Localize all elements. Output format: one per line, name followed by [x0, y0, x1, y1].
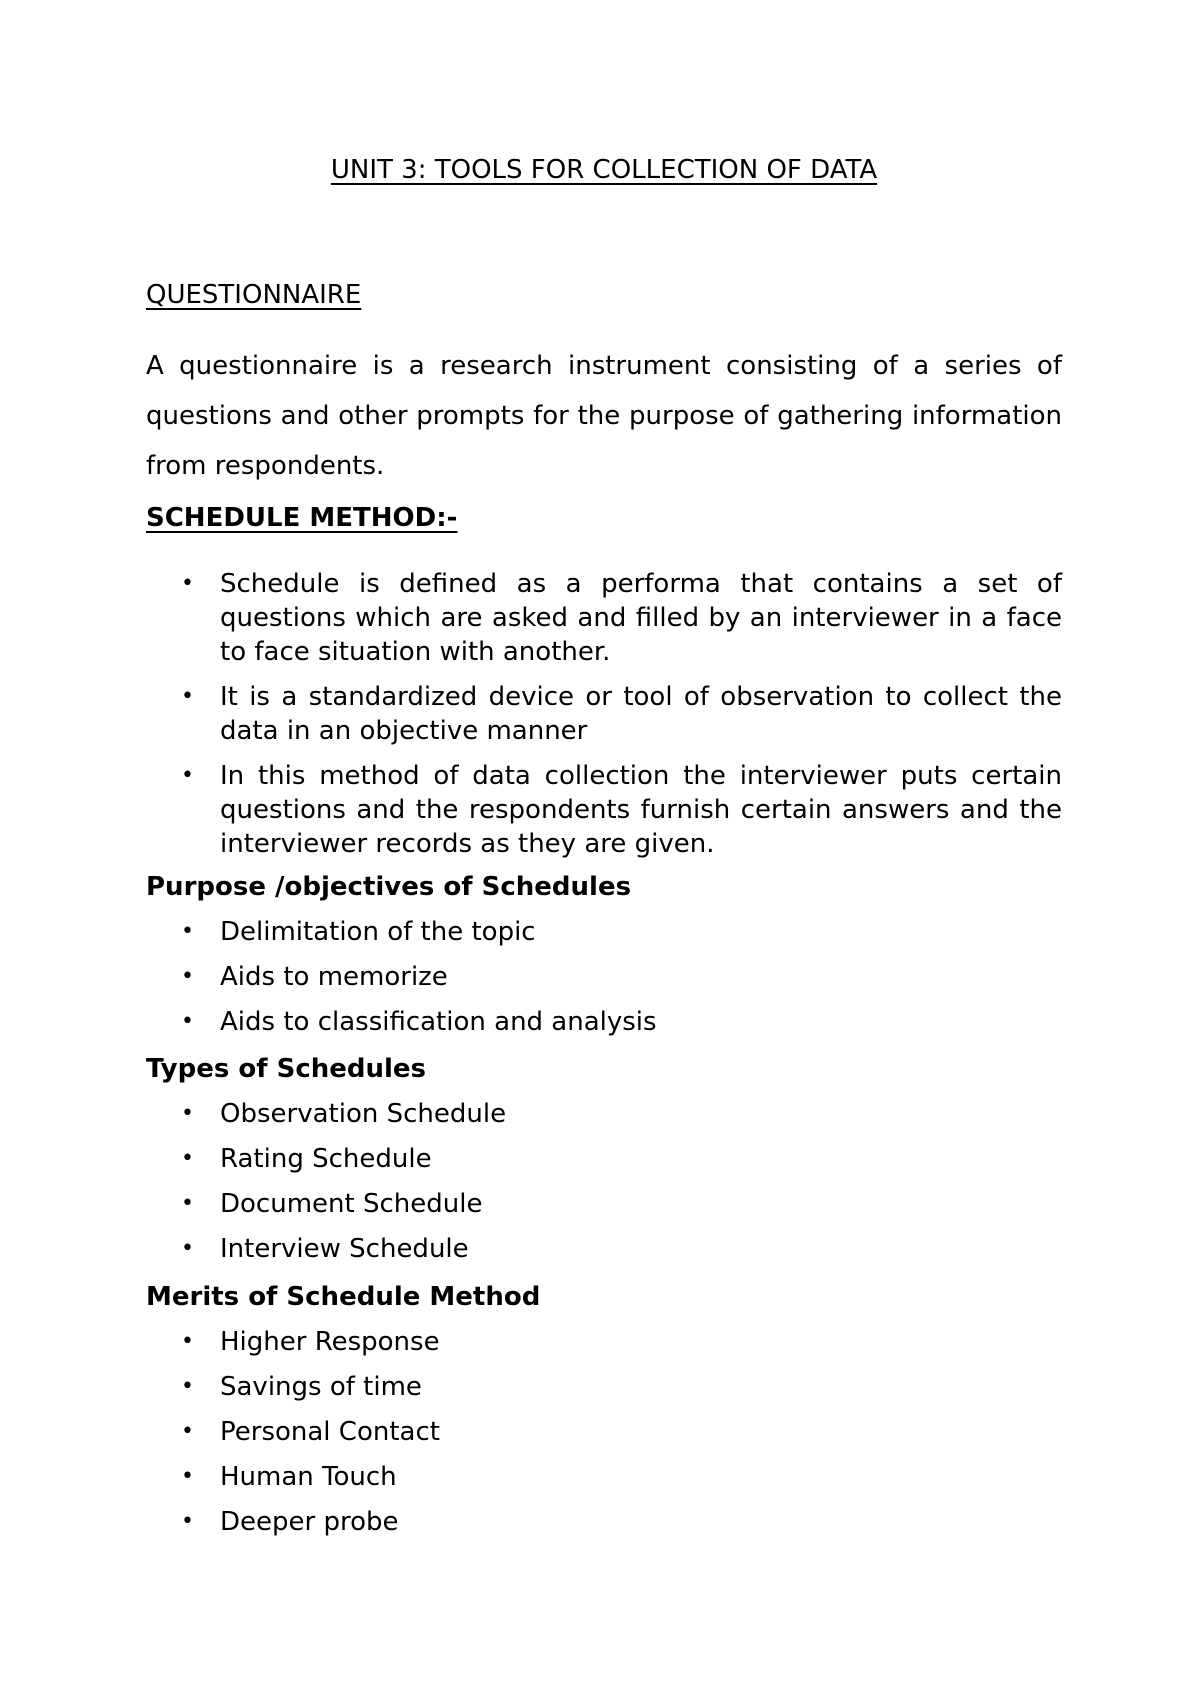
list-item-text: Aids to classification and analysis — [220, 1007, 657, 1037]
questionnaire-paragraph: A questionnaire is a research instrument consisting of a series of questions and other prompts for the purpose of gathering information from respondents. — [146, 351, 1062, 481]
list-item — [146, 1097, 1062, 1142]
list-item-text: Observation Schedule — [220, 1099, 507, 1129]
list-item-text: In this method of data collection the interviewer puts certain questions and the respondents furnish certain answers and the interviewer records as they are given. — [220, 761, 1062, 859]
list-item-text: Interview Schedule — [220, 1234, 469, 1264]
bullet-icon: • — [181, 1101, 194, 1126]
schedule-method-heading: SCHEDULE METHOD:- — [146, 503, 458, 533]
list-item-text: It is a standardized device or tool of observation to collect the data in an objective manner — [220, 682, 1062, 746]
bullet-icon: • — [181, 684, 194, 709]
list-item — [146, 1325, 1062, 1370]
list-item-text: Aids to memorize — [220, 962, 448, 992]
list-item-text: Personal Contact — [220, 1417, 440, 1447]
bullet-icon: • — [181, 1374, 194, 1399]
list-item — [146, 960, 1062, 1005]
list-item-text: Schedule is defined as a performa that contains a set of questions which are asked and filled by an interviewer in a face to face situation with another. — [220, 569, 1062, 667]
list-item — [146, 567, 1062, 669]
merits-heading: Merits of Schedule Method — [146, 1282, 541, 1312]
list-item — [146, 1142, 1062, 1187]
list-item — [146, 1370, 1062, 1415]
types-list — [146, 1097, 1062, 1277]
bullet-icon: • — [181, 1236, 194, 1261]
list-item-text: Document Schedule — [220, 1189, 483, 1219]
bullet-icon: • — [181, 763, 194, 788]
list-item-text: Delimitation of the topic — [220, 917, 536, 947]
bullet-icon: • — [181, 1419, 194, 1444]
purpose-list — [146, 915, 1062, 1050]
merits-list — [146, 1325, 1062, 1550]
list-item — [146, 1415, 1062, 1460]
list-item-text: Higher Response — [220, 1327, 440, 1357]
list-item — [146, 759, 1062, 861]
bullet-icon: • — [181, 571, 194, 596]
bullet-icon: • — [181, 1509, 194, 1534]
list-item — [146, 1005, 1062, 1050]
schedule-method-list — [146, 567, 1062, 872]
list-item — [146, 1187, 1062, 1232]
bullet-icon: • — [181, 1009, 194, 1034]
bullet-icon: • — [181, 1329, 194, 1354]
list-item-text: Rating Schedule — [220, 1144, 432, 1174]
list-item — [146, 680, 1062, 748]
list-item-text: Deeper probe — [220, 1507, 399, 1537]
bullet-icon: • — [181, 1146, 194, 1171]
list-item — [146, 1460, 1062, 1505]
bullet-icon: • — [181, 1191, 194, 1216]
bullet-icon: • — [181, 919, 194, 944]
document-title: UNIT 3: TOOLS FOR COLLECTION OF DATA — [330, 155, 878, 185]
bullet-icon: • — [181, 964, 194, 989]
list-item-text: Savings of time — [220, 1372, 422, 1402]
types-heading: Types of Schedules — [146, 1054, 427, 1084]
list-item — [146, 1232, 1062, 1277]
list-item — [146, 1505, 1062, 1550]
purpose-heading: Purpose /objectives of Schedules — [146, 872, 632, 902]
list-item-text: Human Touch — [220, 1462, 397, 1492]
questionnaire-heading: QUESTIONNAIRE — [146, 280, 362, 310]
bullet-icon: • — [181, 1464, 194, 1489]
list-item — [146, 915, 1062, 960]
